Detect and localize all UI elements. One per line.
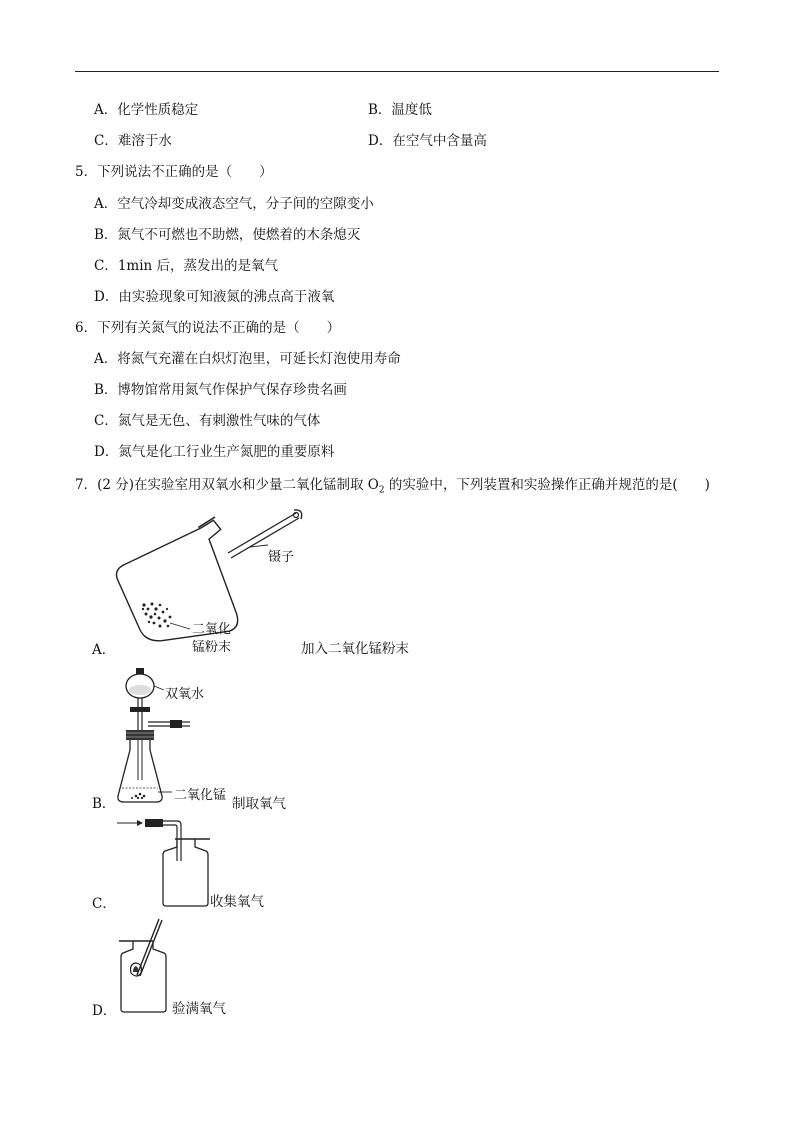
q5-option-a: A．空气冷却变成液态空气，分子间的空隙变小	[94, 196, 374, 212]
q7-option-c-letter: C．	[92, 896, 116, 912]
q6-option-d: D．氮气是化工行业生产氮肥的重要原料	[94, 444, 335, 460]
gas-collection-illustration	[115, 815, 215, 910]
q5-option-d: D．由实验现象可知液氮的沸点高于液氧	[94, 289, 335, 305]
q6-option-a: A．将氮气充灌在白炽灯泡里，可延长灯泡使用寿命	[94, 351, 401, 367]
header-rule	[75, 71, 719, 72]
q4-option-a: A．化学性质稳定	[94, 102, 199, 118]
mno2-powder	[142, 603, 172, 628]
q4-option-b: B．温度低	[368, 102, 432, 118]
q6-option-b: B．博物馆常用氮气作保护气保存珍贵名画	[94, 382, 347, 398]
q4-option-d: D．在空气中含量高	[368, 133, 487, 149]
q7-stem: 7．(2 分)在实验室用双氧水和少量二氧化锰制取 $O_2$ 的实验中，下列装置和实验操作正确并规范的是( )	[75, 477, 710, 496]
q6-stem: 6．下列有关氮气的说法不正确的是（ ）	[75, 320, 341, 336]
label-mno2-line1: 二氧化	[192, 622, 232, 637]
q7-option-b-caption: 制取氧气	[232, 796, 286, 812]
label-mno2-b: 二氧化锰	[174, 788, 227, 803]
q6-option-c: C．氮气是无色、有刺激性气味的气体	[94, 413, 321, 429]
q4-option-c: C．难溶于水	[94, 133, 172, 149]
label-h2o2: 双氧水	[165, 687, 205, 702]
flask-tweezers-illustration	[110, 505, 310, 655]
q5-option-b: B．氮气不可燃也不助燃，使燃着的木条熄灭	[94, 227, 361, 243]
q5-stem: 5．下列说法不正确的是（ ）	[75, 164, 273, 180]
q7-option-a-caption: 加入二氧化锰粉末	[301, 641, 409, 657]
q7-option-c-caption: 收集氧气	[210, 894, 264, 910]
q7-option-d-letter: D．	[92, 1003, 117, 1019]
funnel-flask-illustration	[112, 668, 292, 813]
q7-option-a-letter: A．	[92, 642, 116, 658]
label-tweezers: 镊子	[268, 550, 295, 565]
q7-option-b-letter: B．	[92, 796, 116, 812]
q5-option-c: C．1min 后，蒸发出的是氧气	[94, 258, 279, 274]
label-mno2-line2: 锰粉末	[192, 640, 232, 655]
q7-option-d-caption: 验满氧气	[172, 1001, 226, 1017]
